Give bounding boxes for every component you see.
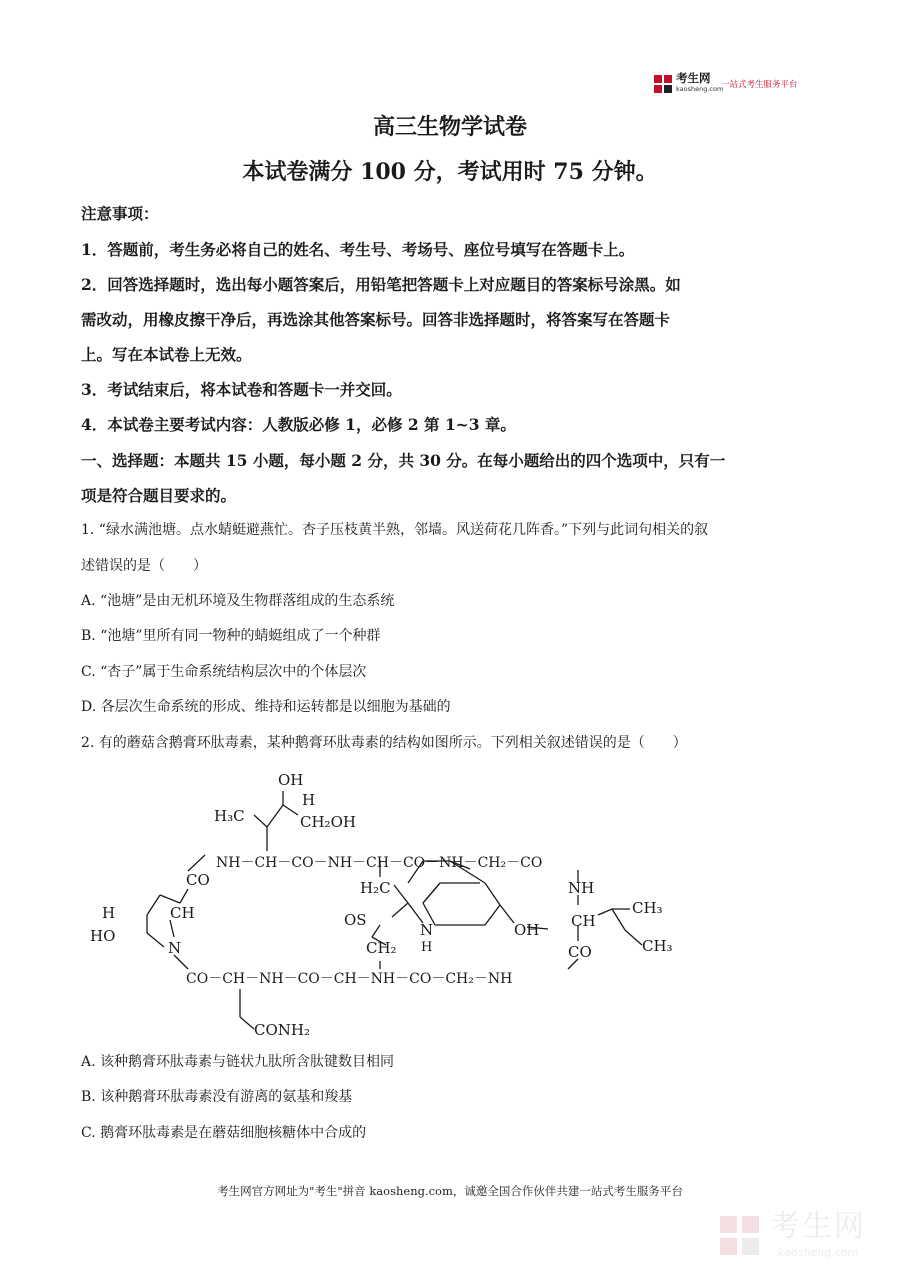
q2-option-c: C. 鹅膏环肽毒素是在蘑菇细胞核糖体中合成的 xyxy=(81,1125,367,1141)
q1-stem: 1. “绿水满池塘。点水蜻蜓避燕忙。杏子压枝黄半熟，邻墙。风送荷花几阵香。”下列与此词句相关的叙 xyxy=(81,522,709,538)
label-ch-pro: CH xyxy=(170,904,195,922)
label-n-pro: N xyxy=(168,939,182,957)
q2-stem: 2. 有的蘑菇含鹅膏环肽毒素，某种鹅膏环肽毒素的结构如图所示。下列相关叙述错误的是（ ） xyxy=(81,735,687,751)
label-oh-indole: OH xyxy=(514,921,540,939)
notice-item: 需改动，用橡皮擦干净后，再选涂其他答案标号。回答非选择题时，将答案写在答题卡 xyxy=(81,310,671,329)
notice-item: 2．回答选择题时，选出每小题答案后，用铅笔把答题卡上对应题目的答案标号涂黑。如 xyxy=(81,275,681,294)
label-oh-top: OH xyxy=(278,771,304,789)
notice-item: 1．答题前，考生务必将自己的姓名、考生号、考场号、座位号填写在答题卡上。 xyxy=(81,240,635,259)
label-row1: NH－CH－CO－NH－CH－CO－NH－CH₂－CO xyxy=(216,855,543,871)
section-heading-cont: 项是符合题目要求的。 xyxy=(81,486,237,505)
amatoxin-structure-diagram xyxy=(90,765,710,1045)
page-footer: 考生网官方网址为"考生"拼音 kaosheng.com，诚邀全国合作伙伴共建一站式考生服务平台 xyxy=(217,1184,683,1198)
logo-brand: 考生网 xyxy=(676,71,711,85)
label-ch-right: CH xyxy=(571,912,596,930)
watermark-text: 考生网 xyxy=(770,1209,866,1244)
label-h-indole: H xyxy=(421,940,433,955)
label-co-left: CO xyxy=(186,871,210,889)
kaosheng-logo xyxy=(653,72,823,98)
label-os: OS xyxy=(344,911,367,929)
notice-heading: 注意事项： xyxy=(81,204,159,223)
label-nh-right: NH xyxy=(568,879,595,897)
logo-slogan: 一站式考生服务平台 xyxy=(721,80,798,90)
label-h-pro: H xyxy=(102,904,116,922)
logo-domain: kaosheng.com xyxy=(676,85,724,93)
label-n-indole: N xyxy=(420,921,434,939)
watermark-url: kaosheng.com xyxy=(778,1246,859,1259)
label-co-right: CO xyxy=(568,943,592,961)
label-conh2: CONH₂ xyxy=(254,1021,310,1039)
label-h-top: H xyxy=(302,791,316,809)
q1-option-d: D. 各层次生命系统的形成、维持和运转都是以细胞为基础的 xyxy=(81,699,451,715)
notice-item: 4．本试卷主要考试内容：人教版必修 1，必修 2 第 1~3 章。 xyxy=(81,415,516,434)
q1-option-c: C. “杏子”属于生命系统结构层次中的个体层次 xyxy=(81,664,367,680)
label-row2: CO－CH－NH－CO－CH－NH－CO－CH₂－NH xyxy=(186,971,513,987)
kaosheng-logo-icon xyxy=(653,74,673,94)
label-ho-pro: HO xyxy=(90,927,116,945)
label-h3c: H₃C xyxy=(214,807,245,825)
label-ch2oh: CH₂OH xyxy=(300,813,356,831)
watermark-logo-icon xyxy=(716,1212,764,1260)
structure-bonds xyxy=(147,791,642,1029)
exam-subtitle: 本试卷满分 100 分，考试用时 75 分钟。 xyxy=(242,159,658,185)
q2-option-b: B. 该种鹅膏环肽毒素没有游离的氨基和羧基 xyxy=(81,1089,353,1105)
q1-stem-cont: 述错误的是（ ） xyxy=(81,558,207,574)
label-ch2-mid: CH₂ xyxy=(366,939,397,957)
q1-option-a: A. “池塘”是由无机环境及生物群落组成的生态系统 xyxy=(81,593,395,609)
kaosheng-watermark xyxy=(716,1208,886,1264)
q2-option-a: A. 该种鹅膏环肽毒素与链状九肽所含肽键数目相同 xyxy=(81,1054,395,1070)
label-h2c: H₂C xyxy=(360,879,391,897)
section-heading: 一、选择题：本题共 15 小题，每小题 2 分，共 30 分。在每小题给出的四个选项中，只有一 xyxy=(81,451,726,470)
notice-item: 3．考试结束后，将本试卷和答题卡一并交回。 xyxy=(81,380,402,399)
exam-title: 高三生物学试卷 xyxy=(372,114,527,140)
q1-option-b: B. “池塘”里所有同一物种的蜻蜓组成了一个种群 xyxy=(81,628,381,644)
label-ch3-a: CH₃ xyxy=(632,899,663,917)
notice-item: 上。写在本试卷上无效。 xyxy=(81,345,252,364)
label-ch3-b: CH₃ xyxy=(642,937,673,955)
